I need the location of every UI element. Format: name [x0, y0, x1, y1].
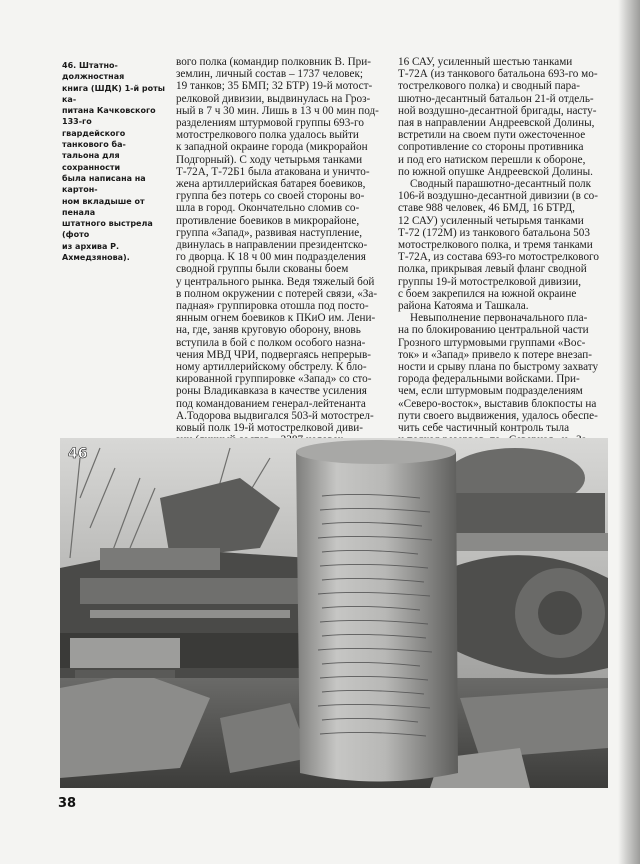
text-column-right — [398, 56, 610, 495]
cardboard-tube — [296, 440, 458, 782]
text-column-left — [176, 56, 388, 495]
photo-46 — [60, 438, 608, 788]
paragraph: Сводный парашютно-десантный полк 106-й воздушно-десантной дивизии (в со- ставе 988 человек, 46 БМД, 16 БТРД, 12 САУ) усиленный четырьмя танками Т-72 (172М) из танкового батальона 503 мотострелкового полка, и тремя танками Т-72А, из состава 693-го мотострелкового полка, прикрывая левый фланг сводной группы 19-й мотострелковой дивизии, с боем закрепился на южной окраине района Катояма и Ташкала. — [398, 178, 599, 313]
photo-label: 46 — [68, 446, 88, 462]
page-edge-shadow — [618, 0, 640, 864]
page-number: 38 — [58, 796, 77, 811]
paragraph: 16 САУ, усиленный шестью танками Т-72А (из танкового батальона 693-го мо- тострелкового полка) и сводный пара- шютно-десантный батальон 21-й отдель- ной воздушно-десантной бригады, насту- пая в направлении Андреевской Долины, встретили на своем пути ожесточенное сопротивление со стороны противника и под его натиском перешли к обороне, по южной опушке Андреевской Долины. — [398, 56, 598, 178]
paragraph: вого полка (командир полковник В. При- землин, личный состав – 1737 человек; 19 танков; 35 БМП; 32 БТР) 19-й мотост- релковой дивизии, выдвинулась на Гроз- ный в 7 ч 30 мин. Лишь в 13 ч 00 мин под- разделениям штурмовой группы 693-го мотострелкового полка удалось выйти к западной окраине города (микрорайон Подгорный). С ходу четырьмя танками Т-72А, Т-72Б1 была атакована и уничто- жена артиллерийская батарея боевиков, группа без потерь со своей стороны во- шла в город. Окончательно сломив со- противление боевиков в микрорайоне, группа «Запад», развивая наступление, двинулась в направлении президентско- го дворца. К 18 ч 00 мин подразделения сводной группы были скованы боем у центрального рынка. Ведя тяжелый бой в полном окружении с потерей связи, «За- падная» группировка отошла под посто- янным огнем боевиков к ПКиО им. Лени- на, где, заняв круговую оборону, вновь вступила в бой с полком особого назна- чения МВД ЧРИ, подвергаясь непрерыв- ному артиллерийскому обстрелу. К бло- кированной группировке «Запад» со сто- роны Владикавказа в качестве усиления под командованием генерал-лейтенанта А.Тодорова выдвигался 503-й мотострел- ковый полк 19-й мотострелковой диви- — [176, 56, 379, 435]
paragraph: Невыполнение первоначального пла- на по блокированию центральной части Грозного штурмовыми группами «Вос- ток» и «Запад» привело к потере внезап- ности и срыву плана по быстрому захвату города федеральными войсками. При- чем, если штурмовым подразделениям «Северо-восток», выставив блокпосты на пути своего выдвижения, удалось обеспе- чить себе частичный контроль тыла — [398, 312, 599, 435]
photo-caption: 46. Штатно-должностная книга (ШДК) 1-й роты ка- питана Качковского 133-го гвардейского танкового ба- тальона для сохранности была написана на картон- ном вкладыше от пенала штатного выстрела (фото из архива Р. Ахмедзянова). — [62, 61, 165, 263]
